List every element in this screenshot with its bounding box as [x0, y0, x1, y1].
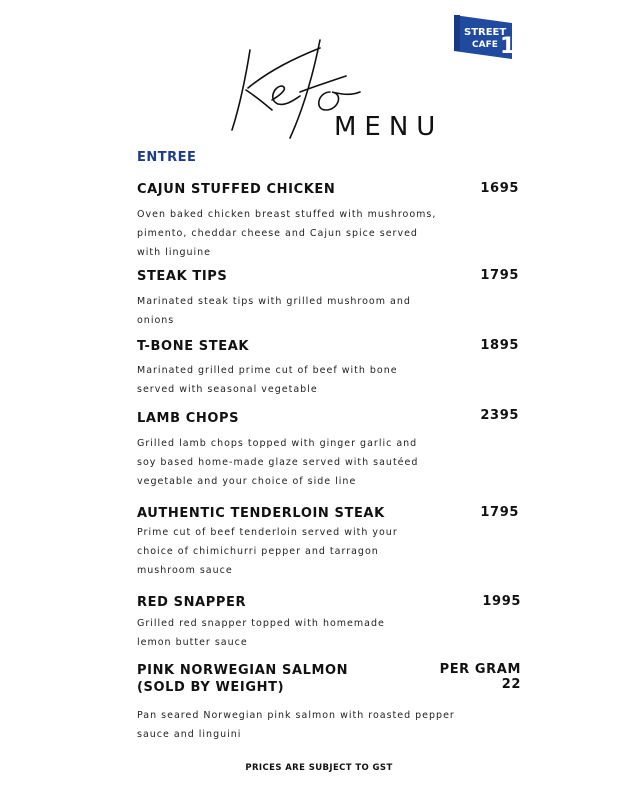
menu-item-description: Marinated grilled prime cut of beef with bone served with seasonal vegetable [137, 365, 398, 395]
menu-item-price: 1995 [482, 594, 521, 609]
menu-item-name: STEAK TIPS [137, 269, 228, 284]
logo-line1: STREET [464, 27, 507, 38]
gst-notice: PRICES ARE SUBJECT TO GST [245, 763, 393, 773]
menu-item-description: Prime cut of beef tenderloin served with your choice of chimichurri pepper and tarragon mushroom sauce [137, 527, 398, 576]
menu-item-name: LAMB CHOPS [137, 411, 240, 426]
menu-item-price: 1695 [480, 181, 519, 196]
street-cafe-logo [450, 13, 516, 61]
menu-item-name: T-BONE STEAK [137, 339, 250, 354]
menu-item-description: Pan seared Norwegian pink salmon with roasted pepper sauce and linguini [137, 710, 455, 740]
menu-item-price: 1895 [480, 338, 519, 353]
menu-item-name: CAJUN STUFFED CHICKEN [137, 182, 336, 197]
menu-item-name: RED SNAPPER [137, 595, 247, 610]
menu-item-description: Grilled lamb chops topped with ginger garlic and soy based home-made glaze served with sautéed vegetable and your choice of side line [137, 438, 419, 487]
logo-number: 1 [500, 34, 516, 59]
menu-item-price: 1795 [480, 505, 519, 520]
menu-item-name: AUTHENTIC TENDERLOIN STEAK [137, 506, 385, 521]
section-heading-entree: ENTREE [137, 150, 197, 165]
menu-item-price: 1795 [480, 268, 519, 283]
logo-line2: CAFE [472, 40, 498, 50]
menu-item-description: Oven baked chicken breast stuffed with mushrooms, pimento, cheddar cheese and Cajun spice served with linguine [137, 209, 437, 258]
menu-item-description: Marinated steak tips with grilled mushroom and onions [137, 296, 411, 326]
menu-item-price: PER GRAM 22 [439, 662, 521, 692]
menu-item-description: Grilled red snapper topped with homemade lemon butter sauce [137, 618, 385, 648]
menu-item-name: PINK NORWEGIAN SALMON (SOLD BY WEIGHT) [137, 663, 349, 695]
menu-item-price: 2395 [480, 408, 519, 423]
menu-title: MENU [334, 112, 444, 142]
